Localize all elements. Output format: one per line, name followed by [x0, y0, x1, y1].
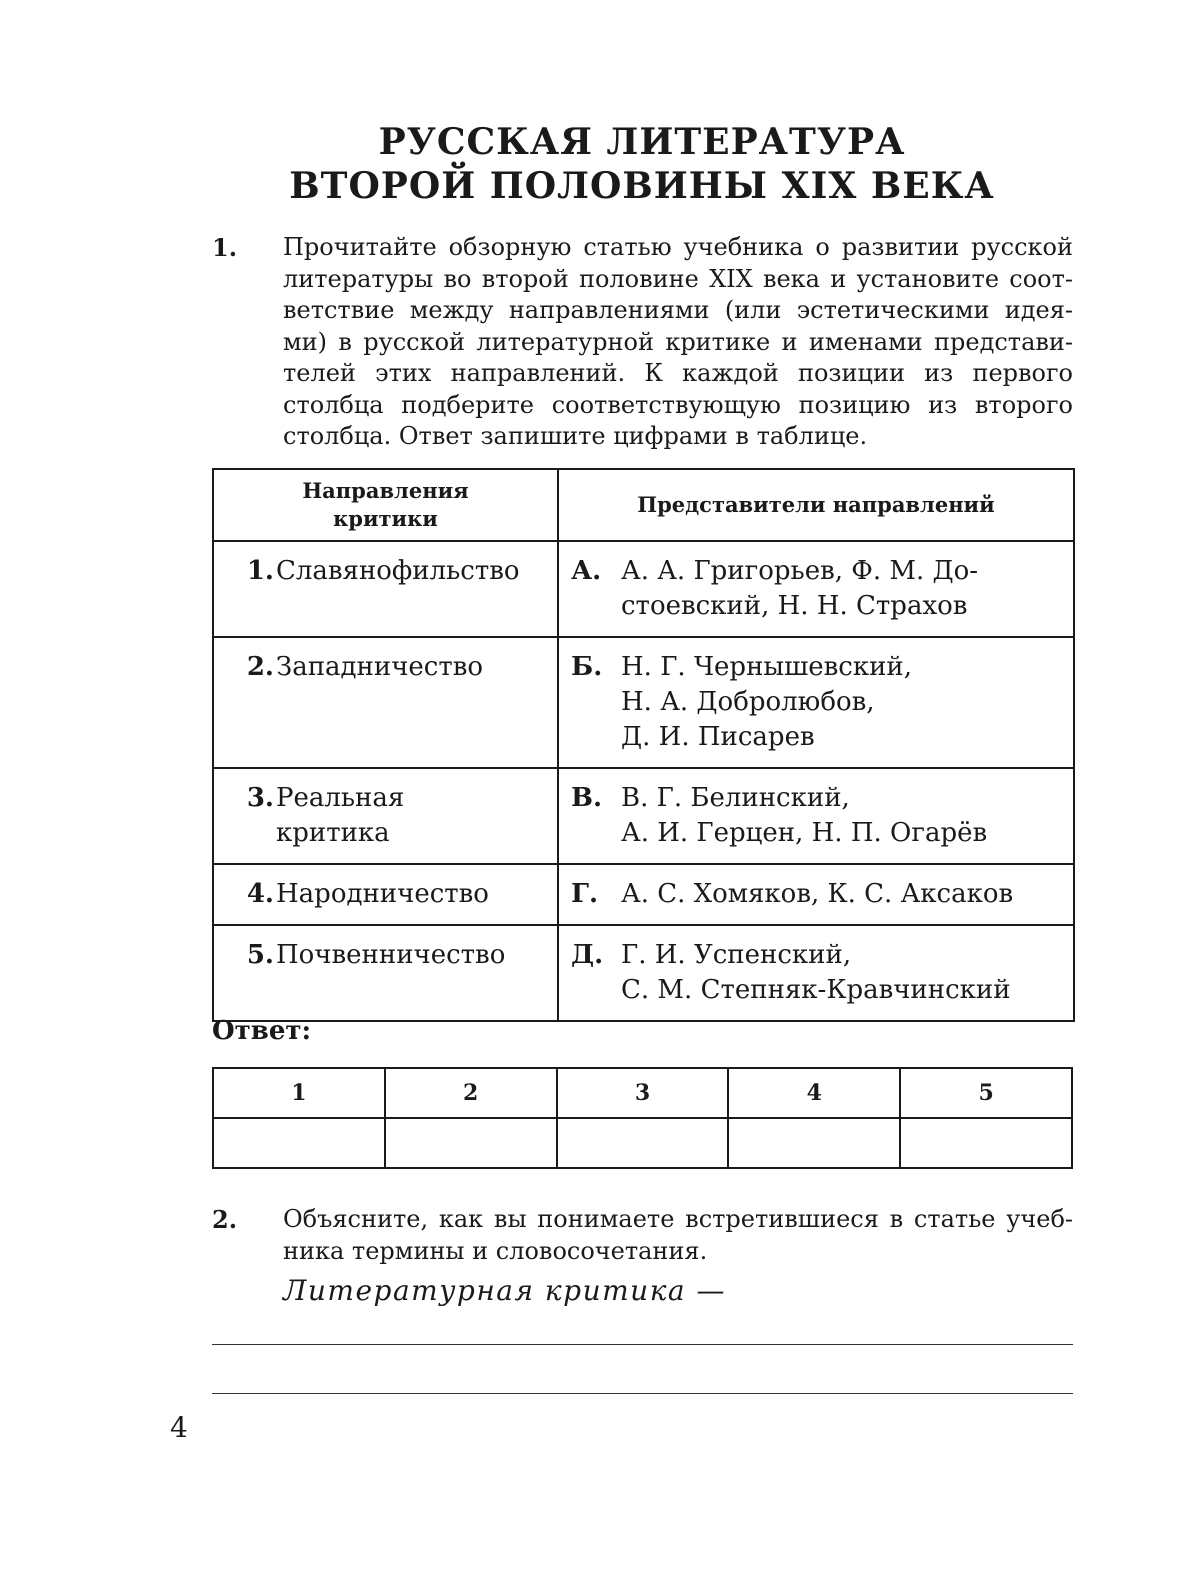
direction-name: Западничество	[276, 652, 484, 682]
table-row	[213, 864, 1074, 925]
task-2-line: ника термины и словосочетания.	[283, 1236, 708, 1265]
answer-column-header: 5	[900, 1068, 1072, 1118]
row-number: 4.	[246, 879, 274, 909]
table-row	[213, 768, 1074, 864]
row-number: 1.	[246, 556, 274, 586]
task-2-text	[283, 1204, 1073, 1267]
task-1-line: ветствие между направлениями (или эстетическими идея-	[283, 296, 1073, 324]
answer-label: Ответ:	[212, 1016, 312, 1046]
task-1-text	[283, 232, 1073, 453]
answer-column-header: 3	[557, 1068, 729, 1118]
answer-cell-3[interactable]	[557, 1118, 729, 1168]
row-letter: Б.	[571, 652, 603, 682]
representatives-line: А. С. Хомяков, К. С. Аксаков	[621, 879, 1014, 909]
answer-input-row	[213, 1118, 1072, 1168]
row-letter: Д.	[571, 940, 604, 970]
direction-name: Почвенничество	[276, 940, 506, 970]
representatives-line: Д. И. Писарев	[621, 722, 815, 752]
answer-header-row	[213, 1068, 1072, 1118]
answer-cell-4[interactable]	[728, 1118, 900, 1168]
direction-name: Народничество	[276, 879, 489, 909]
answer-writing-line[interactable]	[212, 1344, 1073, 1345]
representatives-line: А. И. Герцен, Н. П. Огарёв	[621, 818, 988, 848]
row-number: 3.	[246, 783, 274, 813]
answer-column-header: 4	[728, 1068, 900, 1118]
direction-name: Славянофильство	[276, 556, 520, 586]
table-row	[213, 541, 1074, 637]
page-title	[212, 120, 1072, 208]
task-1-line: телей этих направлений. К каждой позиции из первого	[283, 359, 1073, 387]
row-letter: Г.	[571, 879, 599, 909]
representatives-line: Г. И. Успенский,	[621, 940, 852, 970]
direction-name: Реальная	[276, 783, 405, 813]
header-representatives: Представители направлений	[558, 469, 1074, 541]
representatives-line: В. Г. Белинский,	[621, 783, 850, 813]
task-1-number: 1.	[212, 233, 238, 262]
direction-name: критика	[276, 818, 390, 848]
matching-table-header	[213, 469, 1074, 541]
page-number: 4	[170, 1411, 188, 1444]
task-1-line: ми) в русской литературной критике и именами представи-	[283, 327, 1073, 356]
title-line-1: РУССКАЯ ЛИТЕРАТУРА	[378, 121, 906, 163]
task-1-line: литературы во второй половине XIX века и установите соот-	[283, 264, 1073, 293]
task-1-line: столбца подберите соответствующую позицию из второго	[283, 390, 1073, 419]
task-2-line: Объясните, как вы понимаете встретившиеся в статье учеб-	[283, 1205, 1073, 1233]
row-number: 5.	[246, 940, 274, 970]
answer-writing-line[interactable]	[212, 1393, 1073, 1394]
task-2-number: 2.	[212, 1205, 238, 1234]
answer-cell-1[interactable]	[213, 1118, 385, 1168]
representatives-line: Н. А. Добролюбов,	[621, 687, 875, 717]
representatives-line: стоевский, Н. Н. Страхов	[621, 591, 968, 621]
term-literary-criticism: Литературная критика —	[283, 1274, 727, 1307]
row-number: 2.	[246, 652, 274, 682]
table-row	[213, 637, 1074, 768]
representatives-line: Н. Г. Чернышевский,	[621, 652, 913, 682]
matching-table	[212, 468, 1075, 1022]
answer-table	[212, 1067, 1073, 1169]
row-letter: В.	[571, 783, 603, 813]
row-letter: А.	[571, 556, 602, 586]
answer-cell-2[interactable]	[385, 1118, 557, 1168]
answer-column-header: 2	[385, 1068, 557, 1118]
title-line-2: ВТОРОЙ ПОЛОВИНЫ XIX ВЕКА	[289, 165, 995, 207]
table-row	[213, 925, 1074, 1021]
answer-cell-5[interactable]	[900, 1118, 1072, 1168]
representatives-line: А. А. Григорьев, Ф. М. До-	[621, 556, 979, 586]
header-directions: Направления критики	[213, 469, 558, 541]
representatives-line: С. М. Степняк-Кравчинский	[621, 975, 1011, 1005]
answer-column-header: 1	[213, 1068, 385, 1118]
task-1-line: Прочитайте обзорную статью учебника о развитии русской	[283, 233, 1073, 261]
task-1-line: столбца. Ответ запишите цифрами в таблице.	[283, 422, 868, 450]
